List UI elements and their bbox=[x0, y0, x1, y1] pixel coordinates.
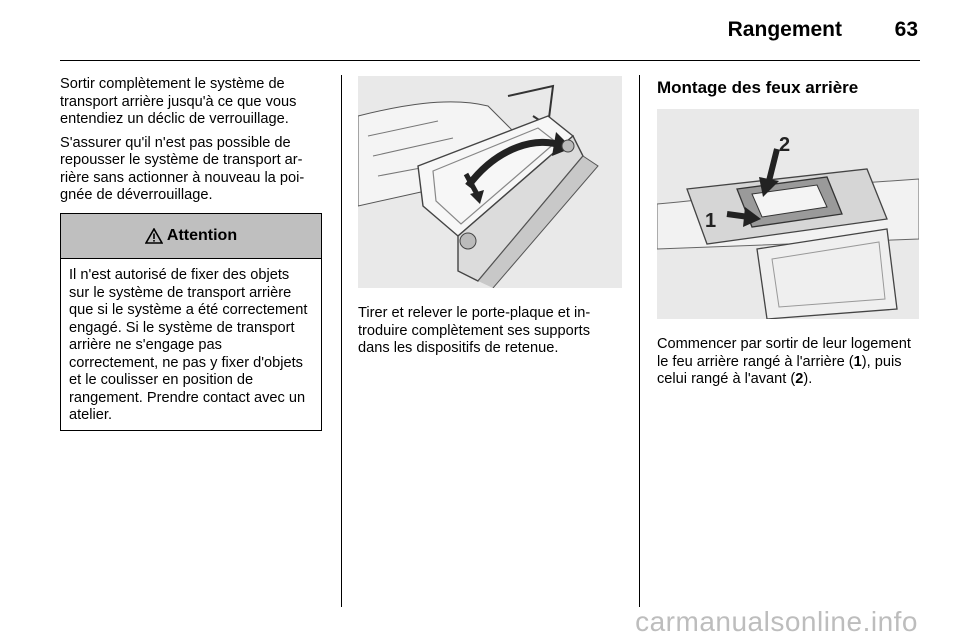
column-left bbox=[60, 76, 325, 211]
illustration-tail-lights bbox=[657, 109, 919, 319]
attention-title: Attention bbox=[166, 227, 238, 244]
attention-box bbox=[60, 213, 322, 431]
attention-text: Il n'est autorisé de fixer des objets sur le système de transport arrière que si le système a été correctement engagé. Si le système de transport arrière ne s'engage pas correctement, ne pas y fixer d'objets et le coulisser en position de rangement. Prendre contact avec un atelier. bbox=[69, 267, 308, 423]
caption-ref-1: 1 bbox=[853, 353, 862, 370]
paragraph: S'assurer qu'il n'est pas possible de repousser le système de transport arrière sans actionner à nouveau la poignée de déverrouillage. bbox=[60, 134, 305, 203]
warning-triangle-icon bbox=[145, 228, 163, 244]
caption-text: ), puis celui rangé à l'avant ( bbox=[657, 353, 902, 387]
column-divider bbox=[341, 75, 342, 607]
attention-header bbox=[61, 214, 321, 259]
page-header bbox=[0, 0, 960, 62]
illustration-caption bbox=[657, 336, 919, 389]
section-title: Rangement bbox=[727, 18, 842, 41]
callout-1: 1 bbox=[705, 210, 717, 232]
column-right bbox=[657, 76, 919, 389]
header-divider bbox=[60, 60, 920, 61]
callout-2: 2 bbox=[779, 134, 791, 156]
column-middle bbox=[358, 76, 623, 358]
column-divider bbox=[639, 75, 640, 607]
paragraph: Sortir complètement le système de transport arrière jusqu'à ce que vous entendiez un déclic de verrouillage. bbox=[60, 76, 297, 127]
page-number: 63 bbox=[894, 18, 918, 41]
watermark: carmanualsonline.info bbox=[635, 606, 918, 637]
illustration-plate-holder bbox=[358, 76, 622, 288]
caption-text: Commencer par sortir de leur logement le feu arrière rangé à l'arrière ( bbox=[657, 336, 911, 370]
caption-ref-2: 2 bbox=[795, 371, 804, 387]
caption-text: ). bbox=[803, 371, 813, 387]
illustration-caption: Tirer et relever le porte-plaque et introduire complètement ses supports dans les dispositifs de retenue. bbox=[358, 305, 591, 356]
section-heading: Montage des feux arrière bbox=[657, 78, 859, 97]
